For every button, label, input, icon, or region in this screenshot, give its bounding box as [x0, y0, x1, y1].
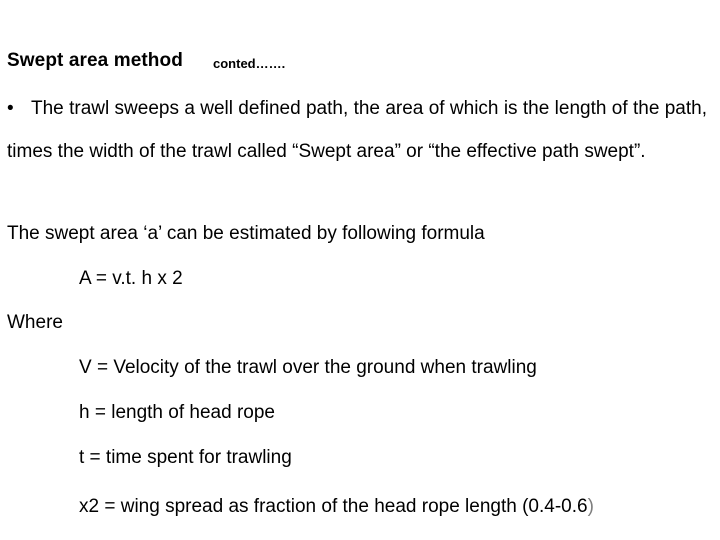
bullet-text: The trawl sweeps a well defined path, the area of which is the length of the path, times the width of the trawl called “Swept area” or “the effective path swept”. [7, 98, 707, 162]
definition-wing-spread-text: x2 = wing spread as fraction of the head rope length (0.4-0.6 [79, 496, 588, 517]
definition-head-rope: h = length of head rope [79, 402, 275, 423]
bullet-icon: • [7, 98, 14, 119]
formula-intro: The swept area ‘a’ can be estimated by following formula [7, 223, 485, 244]
closing-paren: ) [587, 496, 594, 517]
definition-wing-spread [79, 496, 594, 518]
slide-title: Swept area method [7, 50, 183, 71]
where-label: Where [7, 312, 63, 333]
definition-time: t = time spent for trawling [79, 447, 292, 468]
bullet-paragraph [7, 87, 707, 173]
definition-velocity: V = Velocity of the trawl over the ground when trawling [79, 357, 537, 378]
formula: A = v.t. h x 2 [79, 268, 183, 289]
continued-label: conted……. [213, 56, 286, 71]
